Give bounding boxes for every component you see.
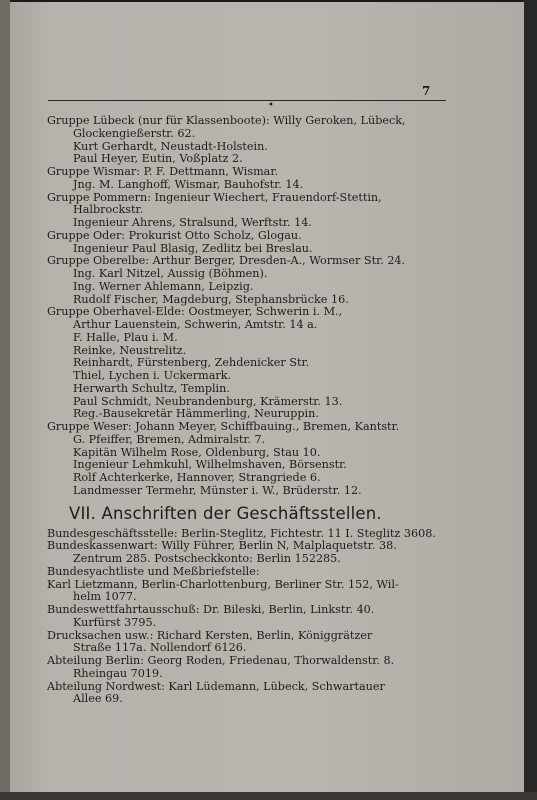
group-entry: Gruppe Oder: Prokurist Otto Scholz, Glogau.: [47, 228, 302, 242]
header-dot: •: [268, 100, 274, 111]
group-member: F. Halle, Plau i. M.: [73, 330, 178, 344]
scan-bottom-edge: [0, 792, 537, 800]
scan-left-edge: [0, 0, 10, 800]
group-entry: Gruppe Wismar: P. F. Dettmann, Wismar.: [47, 165, 279, 178]
group-member: Ing. Werner Ahlemann, Leipzig.: [73, 279, 254, 293]
section-heading: VII. Anschriften der Geschäftsstellen.: [69, 503, 382, 523]
address-entry: Bundesgeschäftsstelle: Berlin-Steglitz, Fichtestr. 11 I. Steglitz 3608.: [47, 526, 436, 540]
group-member: G. Pfeiffer, Bremen, Admiralstr. 7.: [73, 432, 266, 446]
group-entry: Gruppe Oberelbe: Arthur Berger, Dresden-A., Wormser Str. 24.: [47, 254, 406, 268]
address-entry: Karl Lietzmann, Berlin-Charlottenburg, Berliner Str. 152, Wil-: [47, 577, 399, 591]
group-member: Arthur Lauenstein, Schwerin, Amtstr. 14 a.: [73, 318, 318, 331]
group-entry-continued: Glockengießerstr. 62.: [73, 126, 196, 140]
document-page: [10, 2, 524, 792]
group-entry: Gruppe Oberhavel-Elde: Oostmeyer, Schwerin i. M.,: [47, 305, 343, 319]
group-member: Ing. Karl Nitzel, Aussig (Böhmen).: [73, 267, 268, 280]
group-member: Thiel, Lychen i. Uckermark.: [73, 369, 232, 382]
group-entry-continued: Halbrockstr.: [73, 203, 144, 217]
group-member: Kapitän Wilhelm Rose, Oldenburg, Stau 10.: [73, 445, 321, 459]
address-entry-continued: Zentrum 285. Postscheckkonto: Berlin 152285.: [73, 552, 341, 565]
address-entry: Abteilung Nordwest: Karl Lüdemann, Lübeck, Schwartauer: [47, 679, 385, 693]
address-entry: Bundeswettfahrtausschuß: Dr. Bileski, Berlin, Linkstr. 40.: [47, 603, 375, 616]
group-member: Reinhardt, Fürstenberg, Zehdenicker Str.: [73, 356, 310, 370]
group-member: Reinke, Neustrelitz.: [73, 343, 187, 357]
address-entry-continued: Straße 117a. Nollendorf 6126.: [73, 641, 247, 655]
group-member: Ingenieur Paul Blasig, Zedlitz bei Breslau.: [73, 241, 313, 255]
address-entry-continued: Kurfürst 3795.: [73, 615, 157, 629]
group-entry: Gruppe Pommern: Ingenieur Wiechert, Frauendorf-Stettin,: [47, 190, 382, 204]
scan-right-edge: [523, 0, 537, 800]
address-entry: Drucksachen usw.: Richard Kersten, Berlin, Königgrätzer: [47, 628, 373, 642]
group-member: Landmesser Termehr, Münster i. W., Brüderstr. 12.: [73, 483, 362, 497]
group-member: Ingenieur Lehmkuhl, Wilhelmshaven, Börsenstr.: [73, 458, 347, 472]
group-member: Kurt Gerhardt, Neustadt-Holstein.: [73, 139, 268, 153]
group-member: Ingenieur Ahrens, Stralsund, Werftstr. 14.: [73, 216, 312, 229]
group-entry: Gruppe Weser: Johann Meyer, Schiffbauing., Bremen, Kantstr.: [47, 420, 400, 433]
address-entry-continued: helm 1077.: [73, 590, 137, 604]
group-entry: Gruppe Lübeck (nur für Klassenboote): Willy Geroken, Lübeck,: [47, 114, 406, 127]
page-number: 7: [422, 84, 431, 98]
group-member: Jng. M. Langhoff, Wismar, Bauhofstr. 14.: [73, 177, 304, 191]
group-member: Paul Heyer, Eutin, Voßplatz 2.: [73, 152, 243, 166]
address-entry: Bundeskassenwart: Willy Führer, Berlin N, Malplaquetstr. 38.: [47, 539, 397, 553]
address-entry-continued: Allee 69.: [73, 692, 123, 706]
header-rule: [48, 100, 446, 101]
group-member: Rudolf Fischer, Magdeburg, Stephansbrücke 16.: [73, 292, 349, 306]
group-member: Rolf Achterkerke, Hannover, Strangriede 6.: [73, 471, 321, 484]
page-content: [47, 115, 449, 706]
address-entry-continued: Rheingau 7019.: [73, 666, 163, 680]
group-member: Reg.-Bausekretär Hämmerling, Neuruppin.: [73, 407, 319, 421]
address-entry: Abteilung Berlin: Georg Roden, Friedenau, Thorwaldenstr. 8.: [47, 654, 395, 667]
group-member: Herwarth Schultz, Templin.: [73, 381, 230, 395]
group-member: Paul Schmidt, Neubrandenburg, Krämerstr. 13.: [73, 394, 343, 408]
address-entry: Bundesyachtliste und Meßbriefstelle:: [47, 564, 260, 578]
